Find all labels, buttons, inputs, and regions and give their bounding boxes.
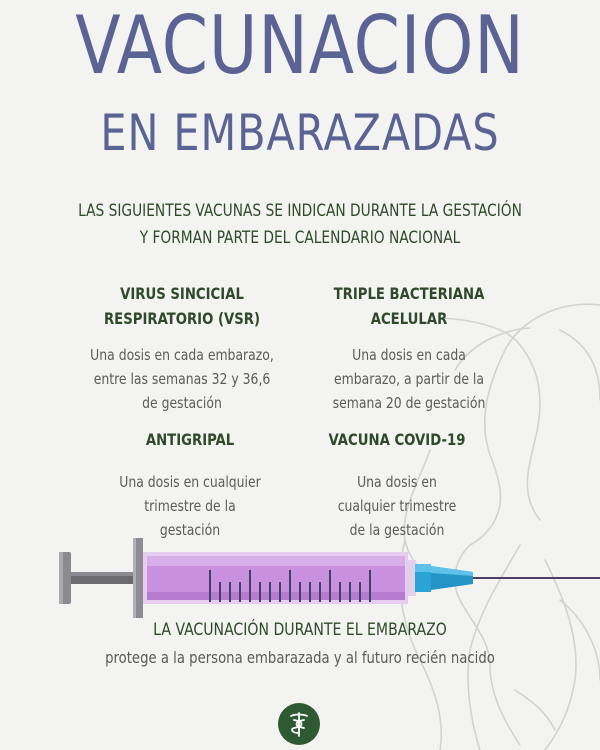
vaccine-name-line: VACUNA COVID-19: [328, 430, 466, 449]
vaccine-name-line: VIRUS SINCICIAL: [120, 284, 244, 303]
vaccine-description: [277, 470, 516, 542]
vaccine-name: [62, 281, 301, 331]
vaccine-description: [62, 343, 301, 415]
vaccine-name-line: RESPIRATORIO (VSR): [103, 309, 261, 328]
vaccine-desc-line: semana 20 de gestación: [332, 394, 486, 412]
vaccine-desc-line: Una dosis en cualquier: [119, 473, 261, 491]
page-title: VACUNACION: [75, 0, 525, 92]
vaccine-desc-line: trimestre de la: [144, 497, 236, 515]
vaccine-desc-line: embarazo, a partir de la: [334, 370, 484, 388]
vaccine-desc-line: cualquier trimestre: [337, 497, 457, 515]
vaccine-name: [277, 427, 516, 452]
vaccine-name-line: TRIPLE BACTERIANA: [333, 284, 485, 303]
page-subtitle: EN EMBARAZADAS: [100, 104, 500, 162]
footer-title: LA VACUNACIÓN DURANTE EL EMBARAZO: [153, 620, 447, 640]
vaccine-name-line: ANTIGRIPAL: [145, 430, 235, 449]
vaccine-desc-line: entre las semanas 32 y 36,6: [93, 370, 271, 388]
vaccine-covid-19: [267, 427, 527, 542]
intro-text: [30, 198, 570, 252]
vaccine-description: [289, 343, 528, 415]
vaccine-name-line: ACELULAR: [370, 309, 448, 328]
intro-line: Y FORMAN PARTE DEL CALENDARIO NACIONAL: [139, 228, 461, 248]
footer-subtitle: protege a la persona embarazada y al futuro recién nacido: [105, 648, 495, 667]
vaccine-desc-line: de la gestación: [349, 521, 445, 539]
vaccine-triple-bacteriana: [279, 281, 539, 415]
vaccine-desc-line: Una dosis en: [357, 473, 437, 491]
vaccine-desc-line: gestación: [159, 521, 221, 539]
vaccine-vsr: [52, 281, 312, 415]
vaccine-desc-line: Una dosis en cada: [352, 346, 466, 364]
caduceus-icon: [278, 703, 320, 745]
intro-line: LAS SIGUIENTES VACUNAS SE INDICAN DURANTE LA GESTACIÓN: [78, 201, 522, 221]
vaccine-desc-line: de gestación: [142, 394, 222, 412]
vaccine-desc-line: Una dosis en cada embarazo,: [90, 346, 274, 364]
vaccine-name: [289, 281, 528, 331]
syringe-icon: [55, 536, 600, 626]
